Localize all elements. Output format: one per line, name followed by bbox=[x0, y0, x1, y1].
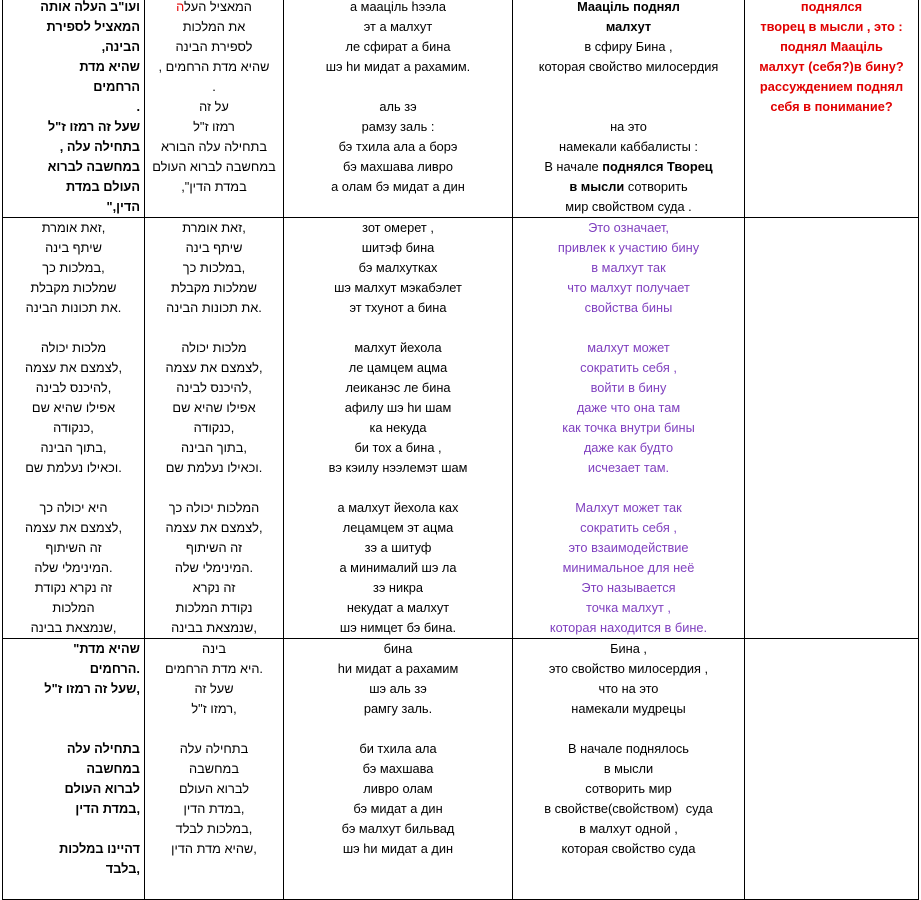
translit-line: зот омерет , bbox=[362, 220, 434, 235]
russian-line: малхут может bbox=[587, 340, 670, 355]
russian-title: малхут bbox=[605, 19, 652, 34]
hebrew-line: ועו"ב העלה אותה bbox=[40, 0, 140, 14]
russian-translation-cell bbox=[513, 639, 745, 900]
russian-line: что на это bbox=[598, 681, 659, 696]
hebrew-line: .את תכונות הבינה bbox=[25, 300, 122, 315]
russian-line: мир свойством суда . bbox=[565, 199, 692, 214]
translit-line: шэ аль зэ bbox=[369, 681, 427, 696]
russian-line: намекали мудрецы bbox=[571, 701, 686, 716]
hebrew-line: ,בלבד bbox=[105, 861, 140, 876]
comment-line: себя в понимание? bbox=[770, 99, 893, 114]
translit-line: а малхут йехола ках bbox=[337, 500, 459, 515]
comment-cell bbox=[745, 639, 919, 900]
hebrew-line: בתחילה עלה הבורא bbox=[160, 139, 268, 154]
hebrew-source-cell bbox=[3, 218, 145, 639]
hebrew-line: ,לצמצם את עצמה bbox=[24, 520, 123, 535]
russian-line: Бина , bbox=[610, 641, 647, 656]
hebrew-line bbox=[7, 318, 140, 338]
translit-line: бэ мидат а дин bbox=[353, 801, 443, 816]
russian-line: минимальное для неё bbox=[562, 560, 695, 575]
hebrew-line: הרחמים bbox=[93, 79, 140, 94]
hebrew-line: ,רמזו ז"ל bbox=[191, 701, 237, 716]
table-row bbox=[3, 0, 919, 218]
hebrew-line: שמלכות מקבלת bbox=[171, 280, 257, 295]
hebrew-line: ,שעל זה רמזו ז"ל bbox=[44, 681, 140, 696]
hebrew-text-cell bbox=[145, 639, 284, 900]
translit-line: hи мидат а рахамим bbox=[337, 661, 459, 676]
translit-line: ле сфират а бина bbox=[345, 39, 451, 54]
hebrew-line: במחשבה bbox=[86, 761, 140, 776]
hebrew-line: הדין," bbox=[106, 199, 140, 214]
hebrew-line: .המינימלי שלה bbox=[174, 560, 254, 575]
hebrew-line: זה השיתוף bbox=[45, 540, 102, 555]
comment-line: творец в мысли , это : bbox=[760, 19, 903, 34]
russian-line: Малхут может так bbox=[575, 500, 682, 515]
translit-line: аль зэ bbox=[379, 99, 417, 114]
hebrew-line: . bbox=[212, 79, 216, 94]
russian-translation-cell bbox=[513, 0, 745, 218]
hebrew-line: .את תכונות הבינה bbox=[166, 300, 262, 315]
hebrew-line: .וכאילו נעלמת שם bbox=[165, 460, 263, 475]
hebrew-line: ,במלכות כך bbox=[182, 260, 246, 275]
hebrew-line: על זה bbox=[199, 99, 229, 114]
hebrew-line: ,להיכנס לבינה bbox=[176, 380, 252, 395]
hebrew-line: ,שנמצאת בבינה bbox=[171, 620, 257, 635]
hebrew-line: בתחילה עלה bbox=[66, 741, 140, 756]
hebrew-line: בינה bbox=[201, 641, 227, 656]
hebrew-line: זה נקרא נקודת bbox=[34, 580, 113, 595]
russian-line: которая свойство милосердия bbox=[538, 59, 719, 74]
translit-line: бэ махшава ливро bbox=[343, 159, 453, 174]
translit-line: шэ малхут мэкабэлет bbox=[334, 280, 462, 295]
russian-line: на это bbox=[610, 119, 647, 134]
russian-line: даже как будто bbox=[583, 440, 674, 455]
hebrew-line: ,בתוך הבינה bbox=[181, 440, 247, 455]
hebrew-line: . bbox=[136, 99, 140, 114]
hebrew-line: ,כנקודה bbox=[53, 420, 94, 435]
hebrew-line: ,במדת הדין bbox=[75, 801, 140, 816]
russian-title: Мааціль поднял bbox=[577, 0, 680, 14]
hebrew-line: ,לצמצם את עצמה bbox=[24, 360, 123, 375]
hebrew-line: הבינה, bbox=[101, 39, 140, 54]
hebrew-line: ,להיכנס לבינה bbox=[35, 380, 112, 395]
hebrew-line: מלכות יכולה bbox=[40, 340, 107, 355]
translit-line: вэ кэилу нээлемэт шам bbox=[328, 460, 468, 475]
hebrew-line bbox=[149, 0, 279, 17]
highlighted-letter: ה bbox=[176, 0, 185, 14]
hebrew-line: .היא מדת הרחמים bbox=[164, 661, 263, 676]
hebrew-line bbox=[149, 318, 279, 338]
hebrew-line: במחשבה לברוא bbox=[47, 159, 140, 174]
russian-line bbox=[517, 77, 740, 97]
transliteration-cell bbox=[284, 218, 513, 639]
hebrew-line: .וכאילו נעלמת שם bbox=[25, 460, 122, 475]
translit-line: бэ малхутках bbox=[358, 260, 438, 275]
translit-line: бэ махшава bbox=[362, 761, 434, 776]
hebrew-line: .המינימלי שלה bbox=[34, 560, 113, 575]
russian-line bbox=[517, 318, 740, 338]
hebrew-line: לספירת הבינה bbox=[175, 39, 253, 54]
hebrew-source-cell bbox=[3, 0, 145, 218]
hebrew-text-cell bbox=[145, 0, 284, 218]
hebrew-line: ,בתוך הבינה bbox=[40, 440, 107, 455]
russian-line bbox=[517, 17, 740, 37]
translit-line: а олам бэ мидат а дин bbox=[331, 179, 465, 194]
translit-line: лецамцем эт ацма bbox=[342, 520, 454, 535]
hebrew-line: ,זאת אומרת bbox=[182, 220, 246, 235]
comment-line: рассуждением поднял bbox=[759, 79, 904, 94]
hebrew-line: את המלכות bbox=[182, 19, 246, 34]
table-row bbox=[3, 639, 919, 900]
hebrew-line: אפילו שהיא שם bbox=[31, 400, 116, 415]
russian-line: исчезает там. bbox=[587, 460, 670, 475]
hebrew-line: ,במלכות לבלד bbox=[175, 821, 253, 836]
hebrew-line: זה נקרא bbox=[192, 580, 236, 595]
hebrew-line: העולם במדת bbox=[66, 179, 140, 194]
russian-line: сотворить мир bbox=[585, 781, 672, 796]
hebrew-line: דהיינו במלכות bbox=[59, 841, 140, 856]
russian-line bbox=[517, 177, 740, 197]
translit-line bbox=[288, 719, 508, 739]
translit-line: бэ тхила ала а борэ bbox=[338, 139, 458, 154]
russian-line: привлек к участию бину bbox=[557, 240, 700, 255]
hebrew-line: שיתף בינה bbox=[185, 240, 243, 255]
russian-line: Это означает, bbox=[588, 220, 669, 235]
hebrew-line: היא יכולה כך bbox=[39, 500, 108, 515]
russian-line: намекали каббалисты : bbox=[559, 139, 698, 154]
russian-emphasis: поднялся Творец bbox=[602, 159, 713, 174]
translit-line: а мааціль hээла bbox=[349, 0, 447, 14]
translit-line: зэ а шитуф bbox=[364, 540, 432, 555]
russian-line: которая свойство суда bbox=[561, 841, 696, 856]
hebrew-line: שהיא מדת הרחמים , bbox=[158, 59, 270, 74]
hebrew-line: בתחילה עלה , bbox=[59, 139, 140, 154]
russian-line: В начале поднялось bbox=[568, 741, 689, 756]
translit-line: шэ нимцет бэ бина. bbox=[339, 620, 457, 635]
translit-line: шитэф бина bbox=[361, 240, 435, 255]
translit-line: рамзу заль : bbox=[361, 119, 435, 134]
hebrew-line: ,זאת אומרת bbox=[41, 220, 106, 235]
comment-line: поднялся bbox=[800, 0, 863, 14]
russian-text: сотворить bbox=[624, 179, 688, 194]
hebrew-line: ,לצמצם את עצמה bbox=[165, 360, 263, 375]
translit-line: би тхила ала bbox=[359, 741, 437, 756]
hebrew-source-cell bbox=[3, 639, 145, 900]
translit-line bbox=[288, 318, 508, 338]
russian-line: в малхут одной , bbox=[579, 821, 678, 836]
translit-line: шэ hи мидат а рахамим. bbox=[325, 59, 471, 74]
russian-line: в сфиру Бина , bbox=[584, 39, 673, 54]
russian-line: в малхут так bbox=[591, 260, 666, 275]
translit-line: шэ hи мидат а дин bbox=[342, 841, 454, 856]
russian-translation-cell bbox=[513, 218, 745, 639]
transliteration-cell bbox=[284, 639, 513, 900]
hebrew-line: במחשבה לברוא העולם bbox=[152, 159, 276, 174]
comment-line: малхут (себя?)в бину? bbox=[759, 59, 904, 74]
translit-line: би тох а бина , bbox=[354, 440, 442, 455]
russian-line: сократить себя , bbox=[580, 360, 677, 375]
hebrew-line bbox=[149, 719, 279, 739]
hebrew-line: ,לצמצם את עצמה bbox=[165, 520, 263, 535]
translit-line: эт тхунот а бина bbox=[349, 300, 447, 315]
hebrew-line: ,כנקודה bbox=[193, 420, 235, 435]
russian-line: сократить себя , bbox=[580, 520, 677, 535]
hebrew-line bbox=[7, 478, 140, 498]
hebrew-line: ,במדת הדין bbox=[183, 801, 245, 816]
hebrew-line: שעל זה רמזו ז"ל bbox=[47, 119, 140, 134]
russian-line bbox=[517, 0, 740, 17]
table-row bbox=[3, 218, 919, 639]
hebrew-line: מלכות יכולה bbox=[181, 340, 247, 355]
hebrew-line: המלכות יכולה כך bbox=[168, 500, 260, 515]
hebrew-line: שיתף בינה bbox=[45, 240, 102, 255]
translit-line: зэ никра bbox=[372, 580, 423, 595]
hebrew-line-prefix: המאציל העל bbox=[184, 0, 252, 14]
comment-line: поднял Мааціль bbox=[780, 39, 883, 54]
hebrew-line: רמזו ז"ל bbox=[193, 119, 235, 134]
russian-line: это взаимодействие bbox=[568, 540, 689, 555]
russian-line: которая находится в бине. bbox=[549, 620, 708, 635]
hebrew-line bbox=[7, 819, 140, 839]
hebrew-line bbox=[7, 719, 140, 739]
hebrew-line: ,במלכות כך bbox=[42, 260, 105, 275]
hebrew-line: במחשבה bbox=[189, 761, 239, 776]
hebrew-line: במדת הדין", bbox=[181, 179, 247, 194]
hebrew-line: זה השיתוף bbox=[185, 540, 243, 555]
hebrew-line: נקודת המלכות bbox=[175, 600, 253, 615]
comment-cell bbox=[745, 218, 919, 639]
hebrew-line: ,שהיא מדת הדין bbox=[171, 841, 257, 856]
hebrew-line: ,שנמצאת בבינה bbox=[30, 620, 117, 635]
translit-line bbox=[288, 77, 508, 97]
russian-line: Это называется bbox=[581, 580, 676, 595]
translit-line: афилу шэ hи шам bbox=[344, 400, 452, 415]
hebrew-line bbox=[7, 699, 140, 719]
hebrew-line: אפילו שהיא שם bbox=[172, 400, 256, 415]
russian-line: в свойстве(свойством) суда bbox=[544, 801, 713, 816]
hebrew-line: לברוא העולם bbox=[178, 781, 249, 796]
russian-line bbox=[517, 478, 740, 498]
russian-line: что малхут получает bbox=[567, 280, 690, 295]
russian-line: свойства бины bbox=[584, 300, 673, 315]
translit-line: рамгу заль. bbox=[363, 701, 433, 716]
russian-line bbox=[517, 157, 740, 177]
russian-line: войти в бину bbox=[590, 380, 667, 395]
hebrew-line: שהיא מדת" bbox=[73, 641, 140, 656]
translit-line: некудат а малхут bbox=[346, 600, 450, 615]
translit-line: ка некуда bbox=[369, 420, 427, 435]
comment-cell bbox=[745, 0, 919, 218]
hebrew-line bbox=[149, 478, 279, 498]
hebrew-line: לברוא העולם bbox=[64, 781, 140, 796]
russian-emphasis: в мысли bbox=[569, 179, 625, 194]
hebrew-line: שעל זה bbox=[194, 681, 234, 696]
hebrew-line: המלכות bbox=[52, 600, 95, 615]
hebrew-text-cell bbox=[145, 218, 284, 639]
translit-line: ливро олам bbox=[363, 781, 433, 796]
translit-line: малхут йехола bbox=[354, 340, 442, 355]
translit-line: ле цамцем ацма bbox=[348, 360, 448, 375]
translit-line: бэ малхут бильвад bbox=[341, 821, 455, 836]
translit-line: эт а малхут bbox=[363, 19, 433, 34]
translation-table bbox=[2, 0, 919, 900]
translit-line: леиканэс ле бина bbox=[345, 380, 451, 395]
hebrew-line: המאציל לספירת bbox=[46, 19, 140, 34]
russian-line: точка малхут , bbox=[586, 600, 671, 615]
russian-line: как точка внутри бины bbox=[562, 420, 695, 435]
hebrew-line: שהיא מדת bbox=[79, 59, 140, 74]
russian-line: это свойство милосердия , bbox=[548, 661, 709, 676]
hebrew-line: .הרחמים bbox=[89, 661, 140, 676]
hebrew-line: בתחילה עלה bbox=[179, 741, 249, 756]
russian-text: В начале bbox=[544, 159, 603, 174]
transliteration-cell bbox=[284, 0, 513, 218]
russian-line: даже что она там bbox=[576, 400, 681, 415]
russian-line bbox=[517, 97, 740, 117]
russian-line bbox=[517, 719, 740, 739]
translit-line: бина bbox=[383, 641, 413, 656]
translit-line: а минималий шэ ла bbox=[339, 560, 457, 575]
translit-line bbox=[288, 478, 508, 498]
russian-line: в мысли bbox=[603, 761, 654, 776]
hebrew-line: שמלכות מקבלת bbox=[30, 280, 117, 295]
